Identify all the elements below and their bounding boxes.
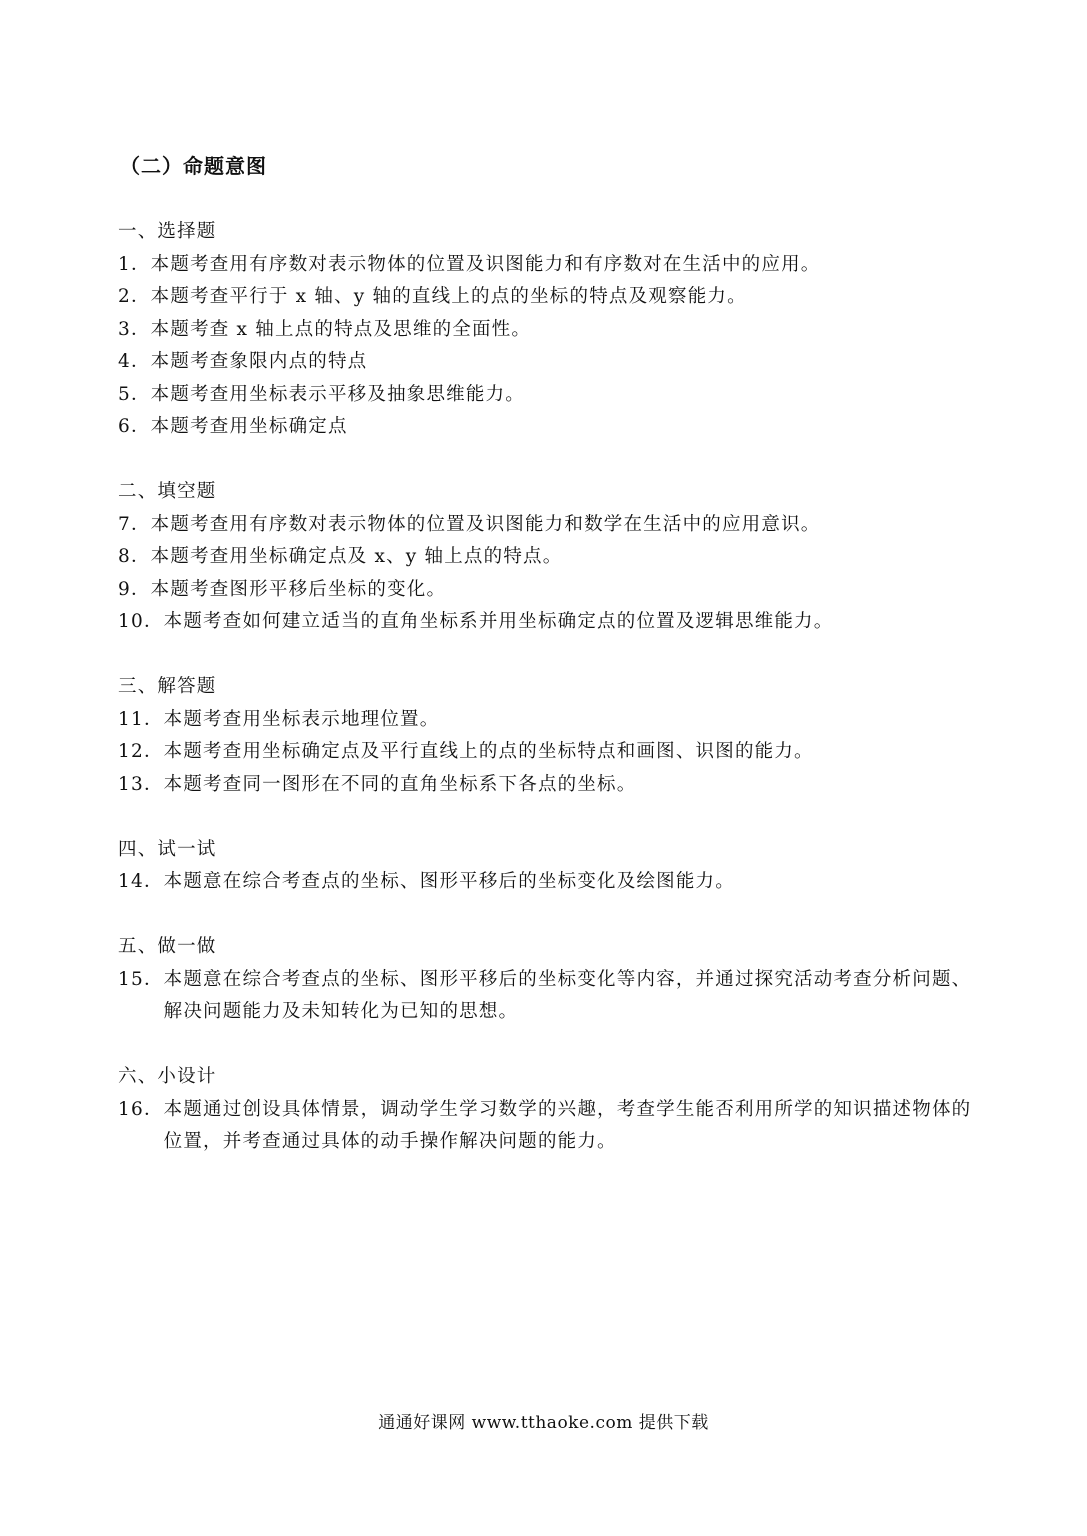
item-text: 本题考查平行于 x 轴、y 轴的直线上的点的坐标的特点及观察能力。 bbox=[150, 286, 747, 307]
item-number: 10． bbox=[118, 611, 164, 632]
section-fill-in-questions bbox=[118, 476, 978, 639]
item-text: 本题考查用有序数对表示物体的位置及识图能力和有序数对在生活中的应用。 bbox=[150, 253, 821, 275]
section-small-design bbox=[118, 1061, 978, 1159]
item-text: 本题考查同一图形在不同的直角坐标系下各点的坐标。 bbox=[163, 773, 637, 795]
item-text: 本题考查 x 轴上点的特点及思维的全面性。 bbox=[150, 318, 532, 340]
item-text: 本题考查如何建立适当的直角坐标系并用坐标确定点的位置及逻辑思维能力。 bbox=[163, 611, 834, 632]
page-footer: 通通好课网 www.tthaoke.com 提供下载 bbox=[378, 1413, 709, 1433]
list-item bbox=[118, 606, 978, 639]
list-item bbox=[118, 1094, 978, 1159]
item-text: 本题考查用坐标确定点及平行直线上的点的坐标特点和画图、识图的能力。 bbox=[163, 741, 814, 762]
item-text: 本题考查用坐标表示地理位置。 bbox=[163, 708, 440, 730]
item-number: 13． bbox=[118, 773, 164, 795]
section-do-it bbox=[118, 931, 978, 1029]
item-text: 本题考查图形平移后坐标的变化。 bbox=[150, 578, 447, 600]
item-number: 7． bbox=[118, 513, 151, 535]
list-item bbox=[118, 541, 978, 574]
list-item bbox=[118, 704, 978, 737]
item-text: 本题意在综合考查点的坐标、图形平移后的坐标变化及绘图能力。 bbox=[163, 871, 735, 892]
item-text: 本题考查用坐标表示平移及抽象思维能力。 bbox=[150, 383, 525, 405]
item-number: 14． bbox=[118, 871, 164, 892]
item-text: 本题考查用坐标确定点 bbox=[150, 416, 348, 437]
list-item bbox=[118, 249, 978, 282]
item-number: 2． bbox=[118, 286, 151, 307]
item-number: 3． bbox=[118, 318, 151, 340]
item-number: 15． bbox=[118, 968, 164, 990]
item-text: 本题考查用有序数对表示物体的位置及识图能力和数学在生活中的应用意识。 bbox=[150, 513, 821, 535]
list-item bbox=[118, 964, 978, 1029]
section-heading: 三、解答题 bbox=[118, 676, 217, 697]
item-number: 6． bbox=[118, 416, 151, 437]
section-choice-questions bbox=[118, 216, 978, 444]
section-heading: 六、小设计 bbox=[118, 1066, 217, 1087]
item-number: 4． bbox=[118, 351, 151, 372]
item-number: 9． bbox=[118, 578, 151, 600]
item-number: 16． bbox=[118, 1098, 164, 1120]
section-heading: 一、选择题 bbox=[118, 221, 217, 242]
section-heading: 五、做一做 bbox=[118, 936, 217, 957]
list-item bbox=[118, 411, 978, 444]
item-number: 1． bbox=[118, 253, 151, 275]
item-number: 11． bbox=[118, 708, 164, 730]
item-text: 本题考查象限内点的特点 bbox=[150, 351, 368, 372]
list-item bbox=[118, 509, 978, 542]
item-number: 5． bbox=[118, 383, 151, 405]
section-heading: 四、试一试 bbox=[118, 838, 217, 860]
list-item bbox=[118, 769, 978, 802]
document-body bbox=[118, 216, 978, 1191]
section-answer-questions bbox=[118, 671, 978, 801]
section-try-it bbox=[118, 834, 978, 899]
list-item bbox=[118, 736, 978, 769]
page-title: （二）命题意图 bbox=[120, 154, 267, 178]
list-item bbox=[118, 346, 978, 379]
list-item bbox=[118, 281, 978, 314]
item-text: 本题通过创设具体情景，调动学生学习数学的兴趣，考查学生能否利用所学的知识描述物体的位置，并考查通过具体的动手操作解决问题的能力。 bbox=[163, 1098, 972, 1152]
item-number: 12． bbox=[118, 741, 164, 762]
item-text: 本题考查用坐标确定点及 x、y 轴上点的特点。 bbox=[150, 546, 563, 567]
list-item bbox=[118, 574, 978, 607]
section-heading: 二、填空题 bbox=[118, 481, 217, 502]
item-text: 本题意在综合考查点的坐标、图形平移后的坐标变化等内容，并通过探究活动考查分析问题、解决问题能力及未知转化为已知的思想。 bbox=[163, 968, 972, 1022]
list-item bbox=[118, 866, 978, 899]
list-item bbox=[118, 314, 978, 347]
list-item bbox=[118, 379, 978, 412]
item-number: 8． bbox=[118, 546, 151, 567]
